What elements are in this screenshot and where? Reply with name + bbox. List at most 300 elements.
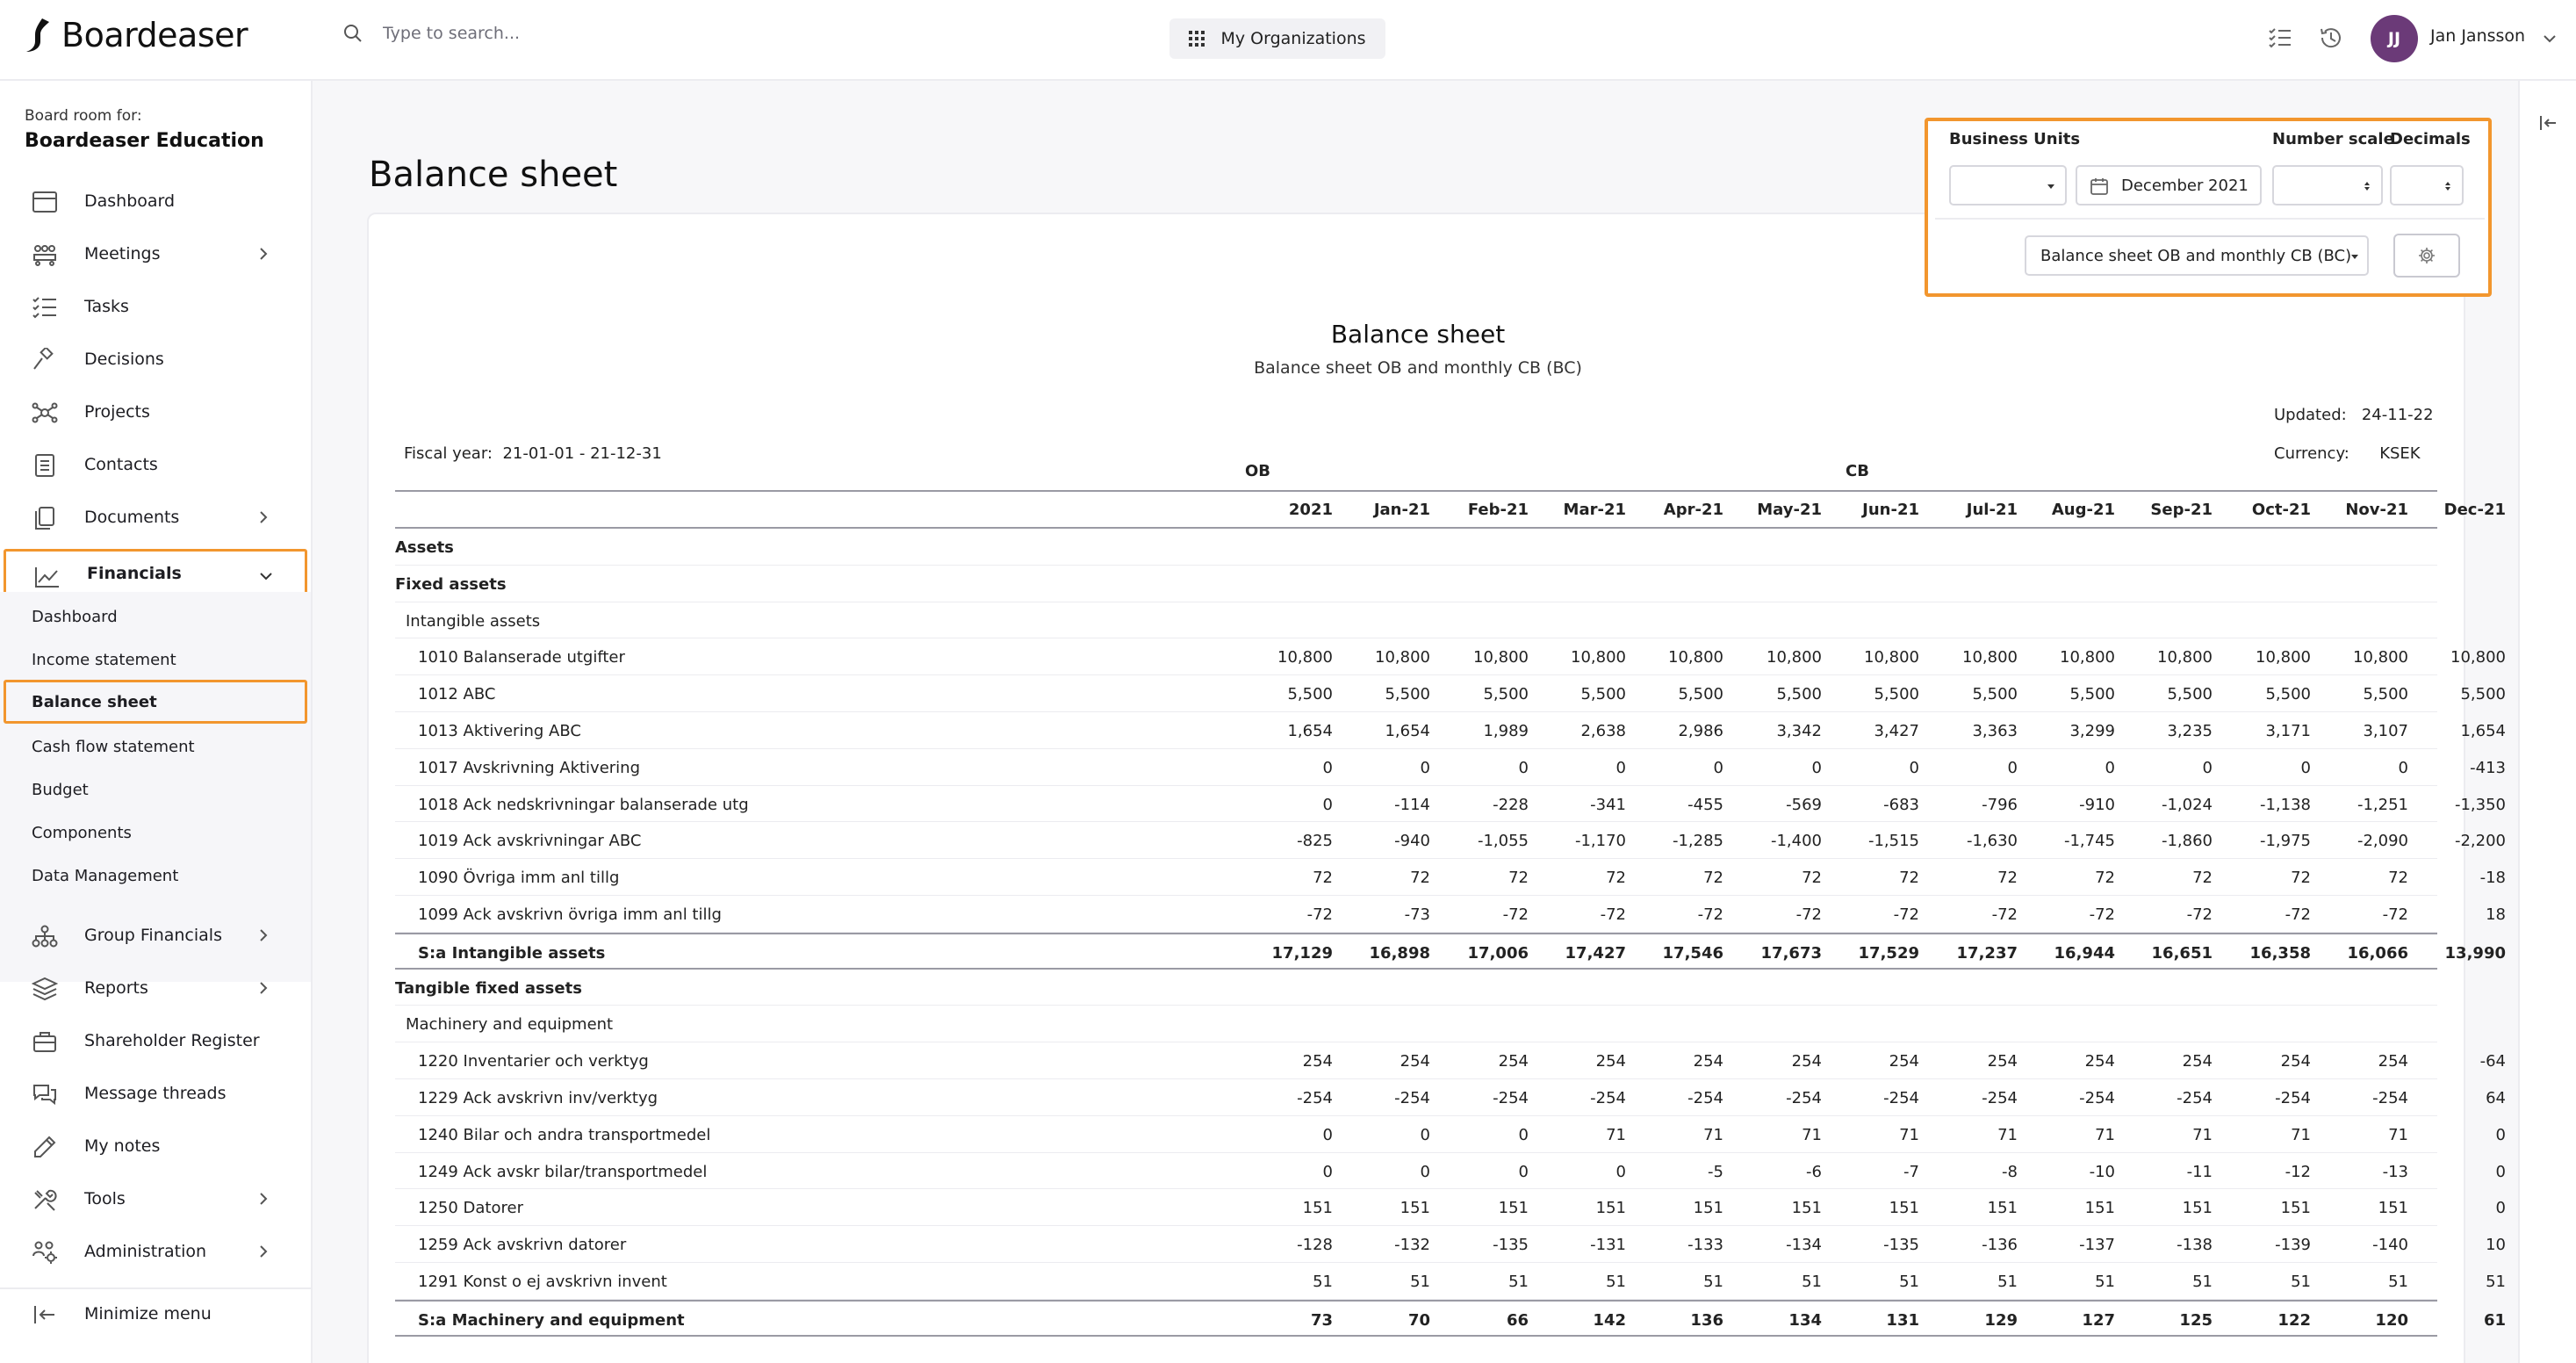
row-label: 1249 Ack avskr bilar/transportmedel [418,1162,708,1181]
table-cell: 0 [2300,758,2311,777]
sidebar-item-label: Administration [84,1242,207,1261]
calendar-icon [2090,177,2109,196]
table-cell: 151 [2378,1199,2408,1218]
table-cell: -413 [2470,758,2506,777]
table-cell: 136 [1690,1310,1723,1330]
table-cell: 17,529 [1858,943,1919,963]
table-cell: 72 [1997,869,2018,888]
table-cell: 17,427 [1565,943,1626,963]
table-cell: -254 [1687,1088,1723,1107]
table-row [395,638,2506,675]
page-title: Balance sheet [369,155,618,195]
row-label: 1019 Ack avskrivningar ABC [418,832,642,851]
table-cell: 71 [2095,1125,2115,1144]
sidebar-item-label: Documents [84,508,180,527]
table-row [395,1116,2506,1153]
sidebar-item-documents[interactable] [4,493,307,542]
sidebar-item-label: Meetings [84,244,161,263]
table-cell: -254 [1590,1088,1626,1107]
table-cell: -569 [1786,795,1822,814]
table-cell: 151 [1595,1199,1626,1218]
table-cell: 5,500 [1580,685,1626,704]
sidebar-item-projects[interactable] [4,387,307,436]
table-cell: 0 [1615,758,1626,777]
table-section-row [395,529,2437,566]
table-cell: 71 [1899,1125,1919,1144]
submenu-item-balance-sheet[interactable] [4,680,307,724]
sidebar-item-my-notes[interactable] [4,1121,307,1171]
table-cell: -254 [2177,1088,2213,1107]
table-row [395,786,2506,823]
table-cell: -1,251 [2357,795,2408,814]
table-cell: -5 [1708,1162,1723,1181]
table-cell: 5,500 [1678,685,1723,704]
table-cell: 3,342 [1776,721,1822,740]
table-cell: 151 [2084,1199,2115,1218]
table-cell: 51 [1703,1272,1723,1291]
network-icon [32,400,58,425]
table-cell: 72 [2388,869,2408,888]
decimals-select[interactable] [2390,165,2464,206]
table-cell: -228 [1493,795,1529,814]
table-cell: -1,138 [2259,795,2311,814]
table-row [395,1263,2506,1300]
table-row [395,675,2506,712]
row-label: 1012 ABC [418,685,496,704]
history-icon[interactable] [2318,25,2344,51]
table-cell: 5,500 [2363,685,2408,704]
business-units-select[interactable] [1949,165,2067,206]
table-cell: -2,090 [2357,832,2408,851]
table-cell: 3,363 [1972,721,2018,740]
avatar[interactable]: JJ [2371,15,2418,62]
table-cell: 5,500 [2265,685,2311,704]
table-cell: 5,500 [1874,685,1919,704]
column-header: Oct-21 [2251,501,2311,519]
table-cell: -254 [2372,1088,2408,1107]
column-header: 2021 [1288,501,1333,519]
table-cell: 51 [1313,1272,1333,1291]
table-cell: 16,358 [2249,943,2311,963]
table-cell: 10,800 [1767,648,1822,667]
currency-label: Currency: [2274,444,2349,463]
my-organizations-button[interactable] [1169,18,1385,59]
table-cell: 72 [2192,869,2213,888]
table-cell: 73 [1310,1310,1333,1330]
logo-text: Boardeaser [61,16,248,54]
report-title: Balance sheet [1330,320,1506,349]
table-cell: -131 [1590,1236,1626,1255]
table-cell: -254 [1493,1088,1529,1107]
submenu-item-label: Components [32,823,132,842]
table-cell: 120 [2375,1310,2408,1330]
table-cell: 3,107 [2363,721,2408,740]
chevron-right-icon[interactable] [255,979,272,997]
chevron-right-icon[interactable] [255,927,272,944]
table-cell: 5,500 [1972,685,2018,704]
caret-down-icon [2349,251,2360,262]
table-cell: 0 [2105,758,2115,777]
table-cell: -139 [2275,1236,2311,1255]
table-cell: 254 [1498,1052,1529,1071]
table-cell: 5,500 [2167,685,2213,704]
report-settings-button[interactable] [2393,234,2460,278]
table-cell: 151 [1987,1199,2018,1218]
row-label: Tangible fixed assets [395,978,582,998]
table-cell: 254 [1400,1052,1430,1071]
table-cell: -7 [1903,1162,1919,1181]
sidebar-item-tasks[interactable] [4,282,307,331]
table-cell: -254 [1982,1088,2018,1107]
submenu-item-dashboard[interactable] [4,595,307,638]
row-label: S:a Intangible assets [418,943,606,963]
table-cell: 71 [1703,1125,1723,1144]
table-cell: -11 [2186,1162,2213,1181]
sidebar-item-label: Message threads [84,1084,227,1103]
task-list-icon [32,295,58,320]
table-cell: -825 [1297,832,1333,851]
sidebar-item-label: Financials [87,564,182,583]
table-cell: 10,800 [2353,648,2408,667]
table-cell: -114 [1394,795,1430,814]
table-row [395,1153,2506,1190]
table-cell: -135 [1493,1236,1529,1255]
sidebar-item-label: Tasks [84,297,129,316]
table-cell: -72 [1306,905,1333,924]
date-value: December 2021 [2121,177,2249,195]
sidebar-item-label: Decisions [84,350,164,369]
tools-icon [32,1187,58,1212]
table-cell: -254 [1786,1088,1822,1107]
row-label: 1017 Avskrivning Aktivering [418,758,641,777]
table-cell: -64 [2479,1052,2506,1071]
table-cell: -12 [2285,1162,2311,1181]
table-cell: 71 [1997,1125,2018,1144]
sidebar-item-label: Dashboard [84,191,176,211]
report-subtitle: Balance sheet OB and monthly CB (BC) [1254,358,1582,378]
search-icon [342,23,363,44]
gear-icon [2417,246,2436,265]
table-cell: -137 [2079,1236,2115,1255]
chevron-right-icon[interactable] [255,1243,272,1260]
table-cell: 0 [1615,1162,1626,1181]
table-cell: 134 [1788,1310,1822,1330]
submenu-item-cash-flow-statement[interactable] [4,725,307,768]
table-section-row [395,1006,2437,1042]
table-cell: 254 [1693,1052,1723,1071]
sidebar-item-tools[interactable] [4,1174,307,1223]
table-row [395,712,2506,749]
submenu-item-income-statement[interactable] [4,638,307,682]
row-label: Fixed assets [395,574,507,594]
table-cell: 71 [2388,1125,2408,1144]
table-cell: 1,654 [2460,721,2506,740]
chevron-right-icon[interactable] [255,1190,272,1208]
date-picker[interactable] [2076,165,2262,206]
table-cell: 10,800 [1473,648,1529,667]
column-group-cb: CB [1846,462,1869,480]
table-cell: -140 [2372,1236,2408,1255]
table-cell: 72 [1802,869,1822,888]
table-cell: 66 [1506,1310,1529,1330]
column-header: Sep-21 [2150,501,2213,519]
table-cell: 17,546 [1662,943,1723,963]
table-cell: 125 [2179,1310,2213,1330]
sidebar-item-dashboard[interactable] [4,177,307,226]
table-cell: 2,986 [1678,721,1723,740]
table-cell: 51 [1410,1272,1430,1291]
table-cell: -683 [1883,795,1919,814]
row-label: 1099 Ack avskrivn övriga imm anl tillg [418,905,722,924]
column-header: Apr-21 [1663,501,1723,519]
table-cell: -1,400 [1770,832,1822,851]
fiscal-year-info [404,444,662,463]
documents-icon [32,506,58,530]
line-chart-icon [34,565,61,589]
table-cell: 0 [2202,758,2213,777]
sidebar-item-reports[interactable] [4,963,307,1013]
table-cell: 254 [2378,1052,2408,1071]
chevron-right-icon[interactable] [255,508,272,526]
number-scale-label: Number scale [2272,130,2394,148]
row-label: Assets [395,538,454,557]
submenu-item-components[interactable] [4,811,307,855]
table-cell: 142 [1593,1310,1626,1330]
table-total-row [395,1300,2506,1337]
table-cell: 10 [2486,1236,2506,1255]
table-cell: -1,285 [1672,832,1723,851]
row-label: 1220 Inventarier och verktyg [418,1052,649,1071]
table-cell: 0 [1322,795,1333,814]
board-room-name[interactable]: Boardeaser Education [25,130,264,152]
submenu-item-label: Cash flow statement [32,737,195,756]
search-bar[interactable] [342,23,822,44]
users-settings-icon [32,1240,58,1265]
caret-down-icon [2046,181,2056,191]
sidebar-item-label: Contacts [84,455,158,474]
table-header-row [395,490,2506,529]
sidebar [0,81,313,1363]
table-row [395,1042,2506,1079]
table-cell: 3,299 [2069,721,2115,740]
table-cell: -134 [1786,1236,1822,1255]
table-cell: -254 [2079,1088,2115,1107]
table-cell: 5,500 [1287,685,1333,704]
table-row [395,749,2506,786]
column-header: Mar-21 [1563,501,1626,519]
top-bar [0,0,2576,81]
submenu-item-label: Dashboard [32,607,118,626]
column-header: Jul-21 [1966,501,2018,519]
table-cell: -72 [1893,905,1919,924]
table-cell: -73 [1404,905,1430,924]
table-cell: 0 [1909,758,1919,777]
chevron-down-icon[interactable] [257,567,275,585]
board-room-label: Board room for: [25,107,142,125]
table-cell: -1,975 [2259,832,2311,851]
submenu-item-label: Income statement [32,650,176,669]
table-cell: -13 [2382,1162,2408,1181]
table-cell: 0 [2007,758,2018,777]
table-cell: 61 [2483,1310,2506,1330]
column-header: Dec-21 [2443,501,2506,519]
table-cell: 16,651 [2151,943,2213,963]
table-section-row [395,970,2437,1006]
sidebar-item-decisions[interactable] [4,335,307,384]
table-cell: -133 [1687,1236,1723,1255]
table-cell: 254 [1987,1052,2018,1071]
table-cell: 0 [1420,758,1430,777]
sidebar-item-group-financials[interactable] [4,911,307,960]
currency-info [2274,444,2421,463]
table-cell: 151 [1791,1199,1822,1218]
table-cell: 1,989 [1483,721,1529,740]
sidebar-item-meetings[interactable] [4,229,307,278]
row-label: 1010 Balanserade utgifter [418,648,625,667]
row-label: 1090 Övriga imm anl tillg [418,869,620,888]
table-cell: 129 [1984,1310,2018,1330]
table-cell: 51 [1997,1272,2018,1291]
search-input[interactable] [383,24,822,43]
table-cell: 1,654 [1287,721,1333,740]
table-cell: -128 [1297,1236,1333,1255]
table-cell: -72 [1991,905,2018,924]
table-cell: -132 [1394,1236,1430,1255]
minimize-menu-label: Minimize menu [84,1304,212,1323]
table-cell: 71 [1606,1125,1626,1144]
table-cell: 254 [1595,1052,1626,1071]
table-cell: -10 [2089,1162,2115,1181]
chevron-down-icon[interactable] [2541,30,2558,47]
table-cell: -1,630 [1966,832,2018,851]
submenu-item-data-management[interactable] [4,854,307,898]
table-cell: 51 [2486,1272,2506,1291]
task-list-icon[interactable] [2267,25,2293,51]
table-cell: -1,024 [2161,795,2213,814]
table-cell: -1,350 [2454,795,2506,814]
table-cell: -72 [2186,905,2213,924]
fiscal-year-value: 21-01-01 - 21-12-31 [502,444,662,463]
table-cell: 0 [1518,1162,1529,1181]
table-cell: 10,800 [2256,648,2311,667]
table-cell: 70 [1407,1310,1430,1330]
column-header: Aug-21 [2051,501,2115,519]
table-cell: 3,171 [2265,721,2311,740]
sidebar-item-administration[interactable] [4,1227,307,1276]
chevron-right-icon[interactable] [255,245,272,263]
minimize-menu-button[interactable] [4,1289,307,1338]
table-cell: 51 [1508,1272,1529,1291]
sidebar-item-financials[interactable] [4,549,307,598]
table-cell: -910 [2079,795,2115,814]
table-section-row [395,602,2437,639]
sidebar-item-message-threads[interactable] [4,1069,307,1118]
table-cell: -2,200 [2454,832,2506,851]
table-cell: -72 [1600,905,1626,924]
calendar-icon [32,190,58,214]
table-cell: 72 [1703,869,1723,888]
row-label: 1240 Bilar och andra transportmedel [418,1125,711,1144]
table-cell: -254 [1297,1088,1333,1107]
table-row [395,859,2506,896]
table-cell: 127 [2082,1310,2115,1330]
table-cell: 131 [1886,1310,1919,1330]
table-cell: 17,006 [1467,943,1529,963]
user-name[interactable]: Jan Jansson [2430,26,2526,46]
table-cell: 51 [2192,1272,2213,1291]
table-cell: 16,944 [2054,943,2115,963]
address-book-icon [32,453,58,478]
table-cell: 3,427 [1874,721,1919,740]
table-cell: 72 [2291,869,2311,888]
table-cell: 17,129 [1271,943,1333,963]
table-cell: 13,990 [2444,943,2506,963]
submenu-item-label: Data Management [32,866,179,885]
table-cell: 10,800 [1962,648,2018,667]
report-type-select[interactable] [2025,235,2369,276]
table-cell: 5,500 [2069,685,2115,704]
table-cell: 0 [1518,758,1529,777]
table-cell: 71 [2291,1125,2311,1144]
table-cell: 0 [1518,1125,1529,1144]
number-scale-select[interactable] [2272,165,2383,206]
table-cell: 0 [1420,1125,1430,1144]
layers-icon [32,977,58,1001]
updated-info [2274,406,2434,424]
table-cell: 18 [2486,905,2506,924]
table-cell: 0 [1811,758,1822,777]
table-cell: -254 [1883,1088,1919,1107]
table-cell: 72 [2095,869,2115,888]
right-rail [2518,81,2576,1363]
submenu-item-budget[interactable] [4,768,307,811]
table-cell: -72 [2285,905,2311,924]
column-header: Jun-21 [1862,501,1919,519]
row-label: Intangible assets [406,611,541,631]
sidebar-item-contacts[interactable] [4,440,307,489]
table-cell: -72 [2089,905,2115,924]
report-card [367,213,2506,1363]
boardeaser-logo[interactable] [23,16,248,54]
filter-divider [1935,218,2485,220]
gavel-icon [32,348,58,372]
table-cell: 0 [2398,758,2408,777]
column-header: May-21 [1757,501,1822,519]
table-cell: -72 [1697,905,1723,924]
main-content [313,81,2518,1363]
table-cell: 72 [1313,869,1333,888]
table-cell: 10,800 [1668,648,1723,667]
updated-label: Updated: [2274,406,2347,424]
table-cell: 5,500 [1776,685,1822,704]
collapse-left-icon [32,1302,58,1327]
table-cell: -8 [2002,1162,2018,1181]
table-cell: 10,800 [1375,648,1430,667]
sidebar-item-label: Reports [84,978,148,998]
sidebar-item-shareholder-register[interactable] [4,1016,307,1065]
table-cell: -1,170 [1574,832,1626,851]
table-cell: -940 [1394,832,1430,851]
collapse-panel-icon[interactable] [2537,112,2558,133]
row-label: 1250 Datorer [418,1199,523,1218]
table-cell: 0 [1420,1162,1430,1181]
table-cell: 71 [1802,1125,1822,1144]
table-cell: 0 [2495,1162,2506,1181]
table-cell: 17,673 [1760,943,1822,963]
table-row [395,1079,2506,1116]
table-cell: -254 [1394,1088,1430,1107]
table-cell: 151 [1400,1199,1430,1218]
